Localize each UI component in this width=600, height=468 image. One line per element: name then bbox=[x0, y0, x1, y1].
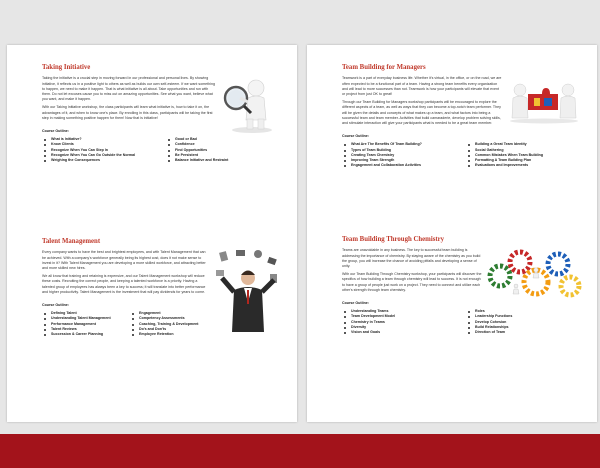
team-building-chemistry-section bbox=[342, 236, 582, 336]
list-item: Weighing the Consequences bbox=[42, 158, 158, 163]
course-outline-label: Course Outline: bbox=[342, 301, 369, 306]
list-item: Types of Team Building bbox=[342, 148, 458, 153]
list-item: Coaching, Training & Development bbox=[130, 322, 210, 327]
list-item: Engagement bbox=[130, 311, 210, 316]
juggling-businessman-illustration bbox=[214, 250, 282, 334]
list-item: Social Gathering bbox=[466, 148, 582, 153]
list-item: Building a Great Team Identity bbox=[466, 142, 582, 147]
section-title: Talent Management bbox=[42, 238, 101, 245]
list-item: Employee Retention bbox=[130, 332, 210, 337]
paragraph: Taking the initiative is a crucial step in moving forward in our professional and personal lives. By showing initiative, it reflects us in a positive light to others as well as builds our own self-esteem. If we want something to happen, we need to make it happen. That is what initiative is all about. Take opportunities and run with them. Do not let excuses cause you to miss out on amazing opportunities. See what you want, believe what you want, and make it happen. bbox=[42, 76, 215, 102]
team-building-managers-section bbox=[342, 64, 582, 169]
list-item: Good or Bad bbox=[166, 137, 282, 142]
talent-management-section bbox=[42, 238, 282, 338]
left-page bbox=[7, 45, 297, 422]
list-item: Develop Cohesion bbox=[466, 320, 582, 325]
course-outline bbox=[342, 142, 582, 168]
list-item: Recognize When You Can Step In bbox=[42, 148, 158, 153]
section-title: Team Building for Managers bbox=[342, 64, 426, 71]
list-item: Talent Reviews bbox=[42, 327, 122, 332]
list-item: Defining Talent bbox=[42, 311, 122, 316]
list-item: Improving Team Strength bbox=[342, 158, 458, 163]
list-item: Roles bbox=[466, 309, 582, 314]
list-item: Understanding Teams bbox=[342, 309, 458, 314]
list-item: Balance Initiative and Restraint bbox=[166, 158, 282, 163]
taking-initiative-section bbox=[42, 64, 282, 164]
list-item: Chemistry in Teams bbox=[342, 320, 458, 325]
paragraph: With our Taking Initiative workshop, the class participants will learn what initiative is, how to take it on, the advantages of it, and when to know one's place. By enrolling in this class, participants will be taking the first step in making something positive happen for them! Now that is initiative! bbox=[42, 105, 213, 120]
list-item: What Are The Benefits Of Team Building? bbox=[342, 142, 458, 147]
list-item: Creating Team Chemistry bbox=[342, 153, 458, 158]
list-item: Confidence bbox=[166, 142, 282, 147]
list-item: Know Clients bbox=[42, 142, 158, 147]
list-item: Vision and Goals bbox=[342, 330, 458, 335]
section-title: Taking Initiative bbox=[42, 64, 91, 71]
list-item: Recognize When You Can Go Outside the Normal bbox=[42, 153, 158, 158]
section-title: Team Building Through Chemistry bbox=[342, 236, 445, 243]
course-outline-label: Course Outline: bbox=[42, 129, 69, 134]
list-item: Competency Assessments bbox=[130, 316, 210, 321]
gears-illustration bbox=[486, 248, 582, 300]
course-outline-label: Course Outline: bbox=[342, 134, 369, 139]
course-outline bbox=[42, 311, 210, 337]
list-item: Direction of Team bbox=[466, 330, 582, 335]
list-item: Leadership Functions bbox=[466, 314, 582, 319]
list-item: Find Opportunities bbox=[166, 148, 282, 153]
course-outline bbox=[42, 137, 282, 163]
footer-band bbox=[0, 434, 600, 468]
list-item: Diversity bbox=[342, 325, 458, 330]
list-item: Succession & Career Planning bbox=[42, 332, 122, 337]
list-item: Do's and Don'ts bbox=[130, 327, 210, 332]
list-item: Be Persistent bbox=[166, 153, 282, 158]
list-item: Build Relationships bbox=[466, 325, 582, 330]
course-outline bbox=[342, 309, 582, 335]
course-outline-label: Course Outline: bbox=[42, 303, 69, 308]
paragraph: Every company wants to have the best and brightest employees, and with Talent Management that can be achieved. With a company's workforce generally being its highest cost, does it not make sense to invest in it? With Talent Management you are developing a more skilled workforce, and attracting better and more skilled new hires. bbox=[42, 250, 206, 271]
right-page bbox=[307, 45, 597, 422]
paragraph: Teamwork is a part of everyday business life. Whether it's virtual, in the office, or on the road, we are often expected to be a functional part of a team. Having a strong team benefits every organization and will lead to more successes than not. Teamwork is how your participants will elevate that event or project from just OK to great! bbox=[342, 76, 502, 97]
paragraph: Teams are unavoidable in any business. The key to successful team building is addressing the importance of chemistry. By staying aware of the chemistry as you build the group, you will increase the chance of avoiding pitfalls and developing a sense of unity. bbox=[342, 248, 481, 269]
magnifier-figure-illustration bbox=[222, 76, 282, 134]
list-item: Engagement and Collaboration Activities bbox=[342, 163, 458, 168]
list-item: Performance Management bbox=[42, 322, 122, 327]
paragraph: Through our Team Building for Managers workshop participants will be encouraged to explore the different aspects of a team, as well as ways that they can become a top-notch team performer. They will be given the details and concepts of what makes up a team, and what factors into being a successful team and team member. Activities that build camaraderie, develop problem solving skills, and stimulate interaction will give your participants what is needed to be a great team member. bbox=[342, 100, 501, 126]
puzzle-figures-illustration bbox=[506, 76, 582, 124]
list-item: Evaluations and Improvements bbox=[466, 163, 582, 168]
list-item: Formatting A Team Building Plan bbox=[466, 158, 582, 163]
list-item: Team Development Model bbox=[342, 314, 458, 319]
list-item: Understanding Talent Management bbox=[42, 316, 122, 321]
list-item: Common Mistakes When Team Building bbox=[466, 153, 582, 158]
list-item: What is Initiative? bbox=[42, 137, 158, 142]
paragraph: We all know that training and retaining is expensive, and our Talent Management workshop will reduce these costs. Recruiting the correct people, and keeping a talented workforce is a priority. Having a talented group of employees has always been a key to success; it will translate into better performance and higher productivity. Talent Management is the investment that will pay dividends for years to come. bbox=[42, 274, 206, 294]
paragraph: With our Team Building Through Chemistry workshop, your participants will discover the specifics of how building a team through chemistry will lead to success. It is not enough to have a group of people just work on a project. They need to connect and utilize each other's strength through team chemistry. bbox=[342, 272, 482, 292]
